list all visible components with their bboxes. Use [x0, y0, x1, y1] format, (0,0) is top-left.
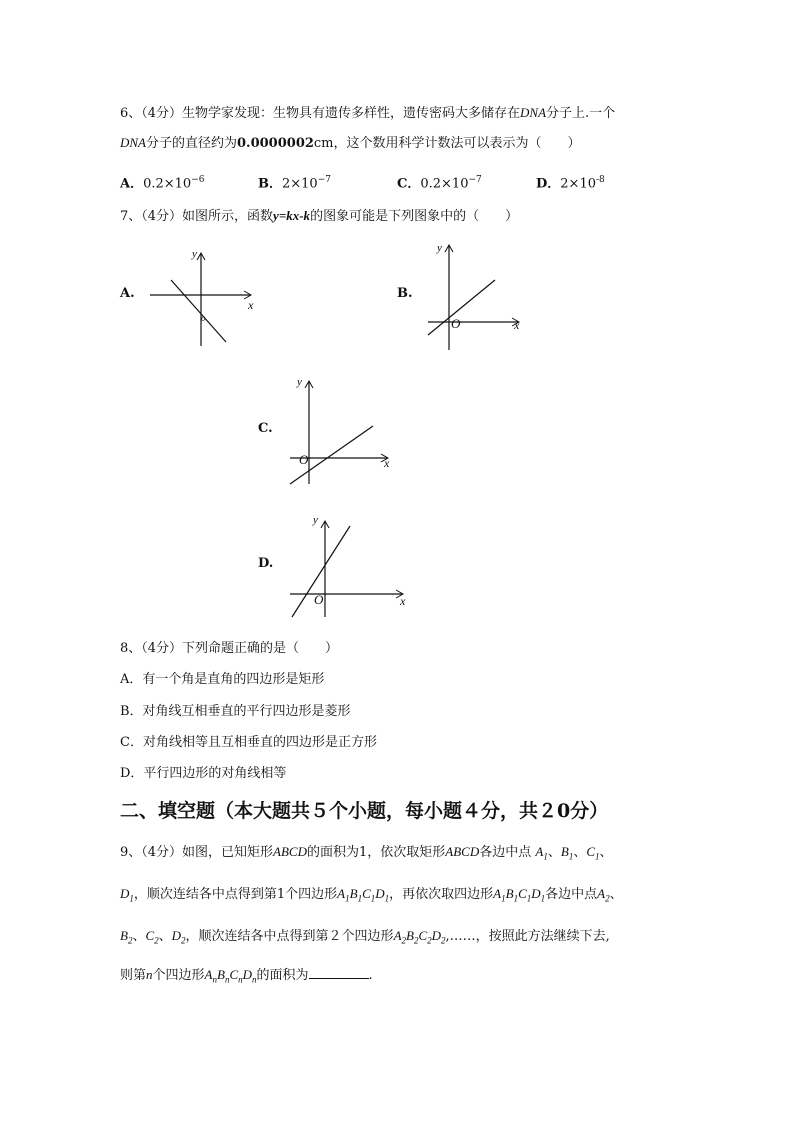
- q7-option-d-label[interactable]: D.: [258, 556, 274, 571]
- q8-option-c[interactable]: C．对角线相等且互相垂直的四边形是正方形: [120, 735, 377, 750]
- graph-d-y-label: y: [313, 514, 318, 526]
- graph-c-origin-label: O: [299, 452, 309, 467]
- q9-line3: $B_2$、$C_2$、$D_2$，顺次连结各中点得到第２个四边形$A_2B_2C_2D_2,\dots\dots$，按照此方法继续下去,: [120, 928, 610, 946]
- q7-option-b-label[interactable]: B.: [397, 286, 413, 301]
- q7-graph-a[interactable]: [148, 250, 263, 350]
- q7-option-c-label[interactable]: C.: [258, 421, 273, 436]
- q8-stem: 8、（4分）下列命题正确的是（ ）: [120, 641, 339, 656]
- q7-graph-d[interactable]: [287, 514, 412, 619]
- q7-option-a-label[interactable]: A.: [120, 286, 135, 301]
- section-title-fill-in: 二、填空题（本大题共５个小题，每小题４分，共２0分）: [120, 800, 609, 822]
- q7-stem: 7、（4分）如图所示，函数y=kx-k的图象可能是下列图象中的（ ）: [120, 208, 519, 224]
- graph-d-x-label: x: [400, 594, 406, 608]
- graph-b-origin-label: O: [451, 316, 461, 331]
- graph-b-y-label: y: [437, 242, 442, 254]
- q8-option-b[interactable]: B．对角线互相垂直的平行四边形是菱形: [120, 704, 351, 719]
- q6-option-b[interactable]: B．$2\times 10^{-7}$: [258, 175, 331, 192]
- q6-option-d[interactable]: D．$2\times 10^{-8}$: [536, 175, 605, 192]
- graph-d-origin-label: O: [314, 592, 324, 607]
- q9-line1: 9、（4分）如图，已知矩形ABCD的面积为1，依次取矩形ABCD各边中点 $A_1$、$B_1$、$C_1$、: [120, 844, 613, 862]
- q6-line1: 6、（4分）生物学家发现：生物具有遗传多样性，遗传密码大多储存在DNA分子上.一个: [120, 105, 616, 121]
- q9-answer-blank[interactable]: [309, 966, 369, 979]
- q7-graph-b[interactable]: [425, 240, 525, 352]
- q8-option-a[interactable]: A．有一个角是直角的四边形是矩形: [120, 672, 325, 687]
- q9-line2: $D_1$，顺次连结各中点得到第1个四边形$A_1B_1C_1D_1$，再依次取四边形$A_1B_1C_1D_1$各边中点$A_2$、: [120, 886, 623, 904]
- q8-option-d[interactable]: D．平行四边形的对角线相等: [120, 766, 287, 781]
- graph-a-y-label: y: [192, 248, 197, 260]
- q9-line4: 则第n个四边形$A_nB_nC_nD_n$的面积为 .: [120, 967, 373, 985]
- q6-option-c[interactable]: C．$0.2\times 10^{-7}$: [397, 175, 482, 192]
- q6-option-a[interactable]: A．$0.2\times 10^{-6}$: [120, 175, 205, 192]
- graph-a-origin-label: o: [201, 313, 206, 323]
- graph-b-function-line: [428, 280, 495, 335]
- graph-c-x-label: x: [384, 456, 390, 470]
- graph-c-y-label: y: [297, 376, 302, 388]
- graph-b-x-label: x: [514, 318, 520, 332]
- graph-a-x-label: x: [248, 298, 254, 312]
- q7-graph-c[interactable]: [287, 374, 397, 489]
- graph-a-function-line: [171, 280, 226, 342]
- q6-line2: DNA分子的直径约为0.0000002cm，这个数用科学计数法可以表示为（ ）: [120, 135, 581, 151]
